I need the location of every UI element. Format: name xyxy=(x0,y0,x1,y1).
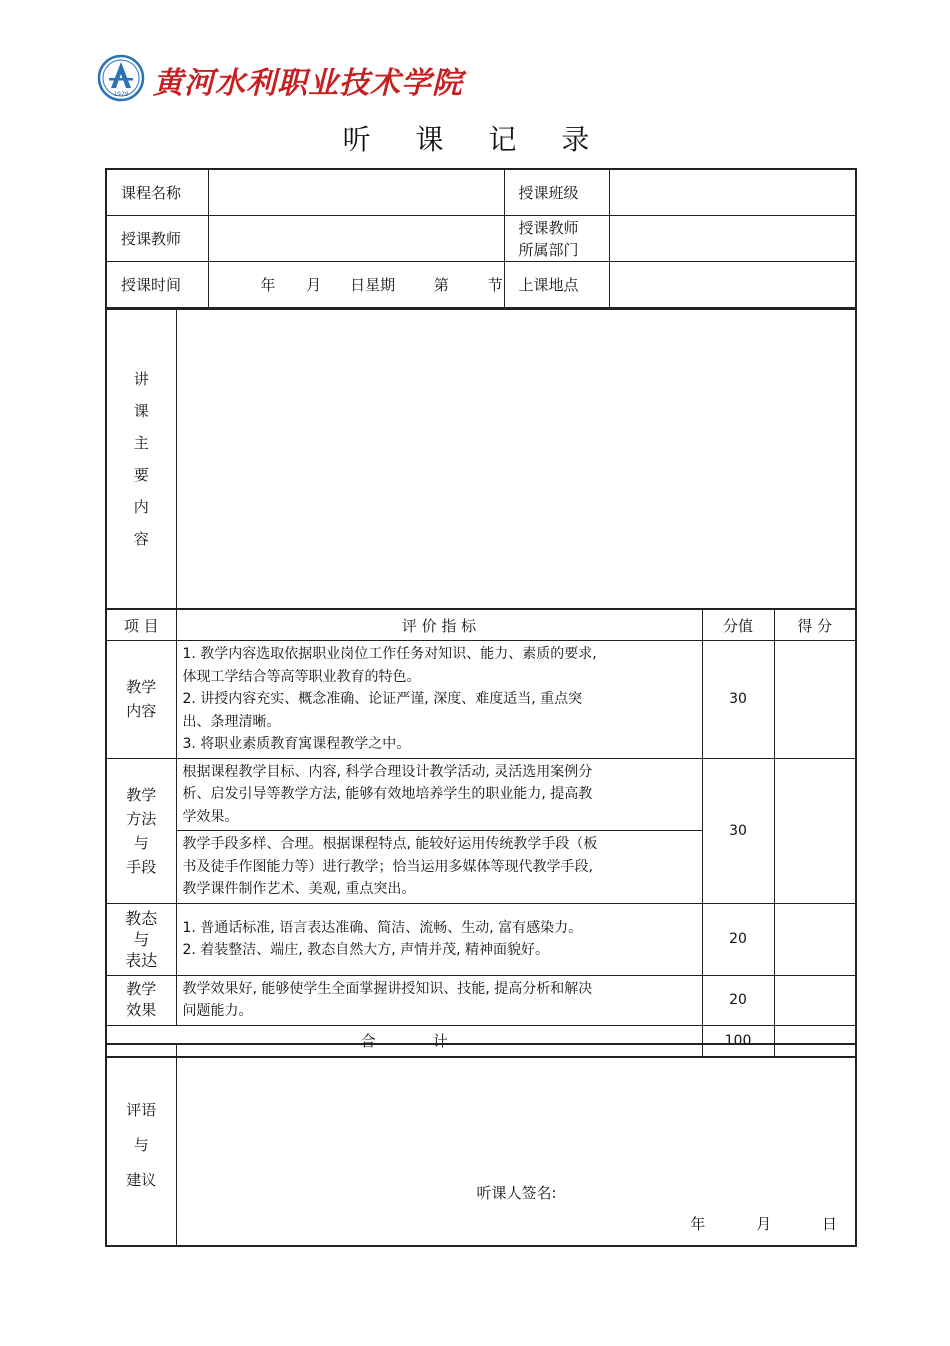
date-day-week: 日星期 xyxy=(350,276,396,294)
class-label: 授课班级 xyxy=(504,169,609,216)
got-teaching-method[interactable] xyxy=(774,758,856,903)
criteria-line: 2. 着装整洁、端庄, 教态自然大方, 声情并茂, 精神面貌好。 xyxy=(182,942,550,958)
comments-table xyxy=(105,1043,857,1247)
sign-year: 年 xyxy=(690,1215,706,1233)
criteria-line: 书及徒手作图能力等）进行教学；恰当运用多媒体等现代教学手段, xyxy=(182,858,593,875)
label-char: 评语 xyxy=(126,1100,157,1119)
criteria-line: 学效果。 xyxy=(182,808,239,825)
category-demeanor xyxy=(106,903,176,975)
date-section-suffix: 节 xyxy=(487,276,503,294)
total-label: 合 计 xyxy=(106,1025,702,1057)
signature-date xyxy=(644,1213,837,1234)
score-teaching-method: 30 xyxy=(702,758,774,903)
criteria-line: 教学效果好, 能够使学生全面掌握讲授知识、技能, 提高分析和解决 xyxy=(182,980,593,997)
category-line: 方法 xyxy=(126,809,157,828)
criteria-teaching-content xyxy=(176,641,702,759)
criteria-line: 问题能力。 xyxy=(182,1003,253,1019)
label-char: 容 xyxy=(133,530,149,548)
lecture-content-label xyxy=(106,309,176,609)
teacher-label: 授课教师 xyxy=(106,216,208,262)
got-teaching-content[interactable] xyxy=(774,641,856,759)
category-line: 教学 xyxy=(126,785,157,804)
total-score: 100 xyxy=(702,1025,774,1057)
location-field[interactable] xyxy=(609,262,856,309)
criteria-teaching-effect xyxy=(176,975,702,1025)
course-name-label: 课程名称 xyxy=(106,169,208,216)
category-line: 与 xyxy=(133,929,150,949)
label-char: 讲 xyxy=(133,370,149,388)
course-info-table xyxy=(105,168,857,309)
location-label: 上课地点 xyxy=(504,262,609,309)
sign-month: 月 xyxy=(756,1215,772,1233)
dept-field[interactable] xyxy=(609,216,856,262)
category-line: 教学 xyxy=(126,980,157,998)
category-teaching-effect xyxy=(106,975,176,1025)
criteria-line: 体现工学结合等高等职业教育的特色。 xyxy=(182,668,421,685)
got-demeanor[interactable] xyxy=(774,903,856,975)
date-year: 年 xyxy=(260,276,276,294)
evaluation-table xyxy=(105,608,857,1058)
criteria-line: 1. 普通话标准, 语言表达准确、简洁、流畅、生动, 富有感染力。 xyxy=(182,919,583,936)
course-name-field[interactable] xyxy=(208,169,504,216)
logo-year: 1929 xyxy=(113,91,129,98)
school-logo-icon xyxy=(97,54,145,102)
school-header xyxy=(97,52,497,108)
header-score: 分值 xyxy=(702,609,774,641)
dept-label-line1: 授课教师 xyxy=(518,218,579,237)
criteria-line: 2. 讲授内容充实、概念准确、论证严谨, 深度、难度适当, 重点突 xyxy=(182,691,583,707)
criteria-line: 根据课程教学目标、内容, 科学合理设计教学活动, 灵活选用案例分 xyxy=(182,763,593,780)
date-section-prefix: 第 xyxy=(433,276,449,294)
criteria-line: 析、启发引导等教学方法, 能够有效地培养学生的职业能力, 提高教 xyxy=(182,786,593,802)
category-line: 手段 xyxy=(126,857,157,876)
category-line: 教学 xyxy=(126,678,157,697)
lecture-content-table xyxy=(105,308,857,610)
category-line: 表达 xyxy=(125,950,158,970)
score-demeanor: 20 xyxy=(702,903,774,975)
document-title: 听 课 记 录 xyxy=(342,123,608,156)
criteria-teaching-method-b xyxy=(176,831,702,904)
time-label: 授课时间 xyxy=(106,262,208,309)
category-teaching-content xyxy=(106,641,176,759)
lecture-content-field[interactable] xyxy=(176,309,856,609)
criteria-line: 3. 将职业素质教育寓课程教学之中。 xyxy=(182,736,411,752)
sign-day: 日 xyxy=(821,1215,837,1233)
score-teaching-effect: 20 xyxy=(702,975,774,1025)
label-char: 内 xyxy=(133,498,149,516)
dept-label xyxy=(504,216,609,262)
category-line: 内容 xyxy=(126,702,157,721)
category-line: 与 xyxy=(133,833,149,852)
comments-field[interactable] xyxy=(176,1044,856,1246)
dept-label-line2: 所属部门 xyxy=(518,240,579,259)
label-char: 建议 xyxy=(126,1170,157,1189)
signature-label: 听课人签名: xyxy=(476,1184,557,1202)
category-line: 效果 xyxy=(126,1001,157,1019)
label-char: 与 xyxy=(133,1135,149,1154)
header-item: 项 目 xyxy=(106,609,176,641)
criteria-line: 教学手段多样、合理。根据课程特点, 能较好运用传统教学手段（板 xyxy=(182,836,598,852)
header-criteria: 评 价 指 标 xyxy=(176,609,702,641)
criteria-teaching-method-a xyxy=(176,758,702,831)
time-field[interactable] xyxy=(208,262,504,309)
score-teaching-content: 30 xyxy=(702,641,774,759)
criteria-demeanor xyxy=(176,903,702,975)
teacher-field[interactable] xyxy=(208,216,504,262)
criteria-line: 出、条理清晰。 xyxy=(182,713,281,730)
label-char: 课 xyxy=(133,402,149,420)
criteria-line: 1. 教学内容选取依据职业岗位工作任务对知识、能力、素质的要求, xyxy=(182,646,597,662)
comments-label xyxy=(106,1044,176,1246)
category-teaching-method xyxy=(106,758,176,903)
header-got: 得 分 xyxy=(774,609,856,641)
class-field[interactable] xyxy=(609,169,856,216)
school-name: 黄河水利职业技术学院 xyxy=(153,66,463,101)
label-char: 要 xyxy=(133,466,149,484)
category-line: 教态 xyxy=(125,908,158,928)
got-teaching-effect[interactable] xyxy=(774,975,856,1025)
criteria-line: 教学课件制作艺术、美观, 重点突出。 xyxy=(182,881,416,897)
date-month: 月 xyxy=(306,276,322,294)
label-char: 主 xyxy=(133,434,149,452)
